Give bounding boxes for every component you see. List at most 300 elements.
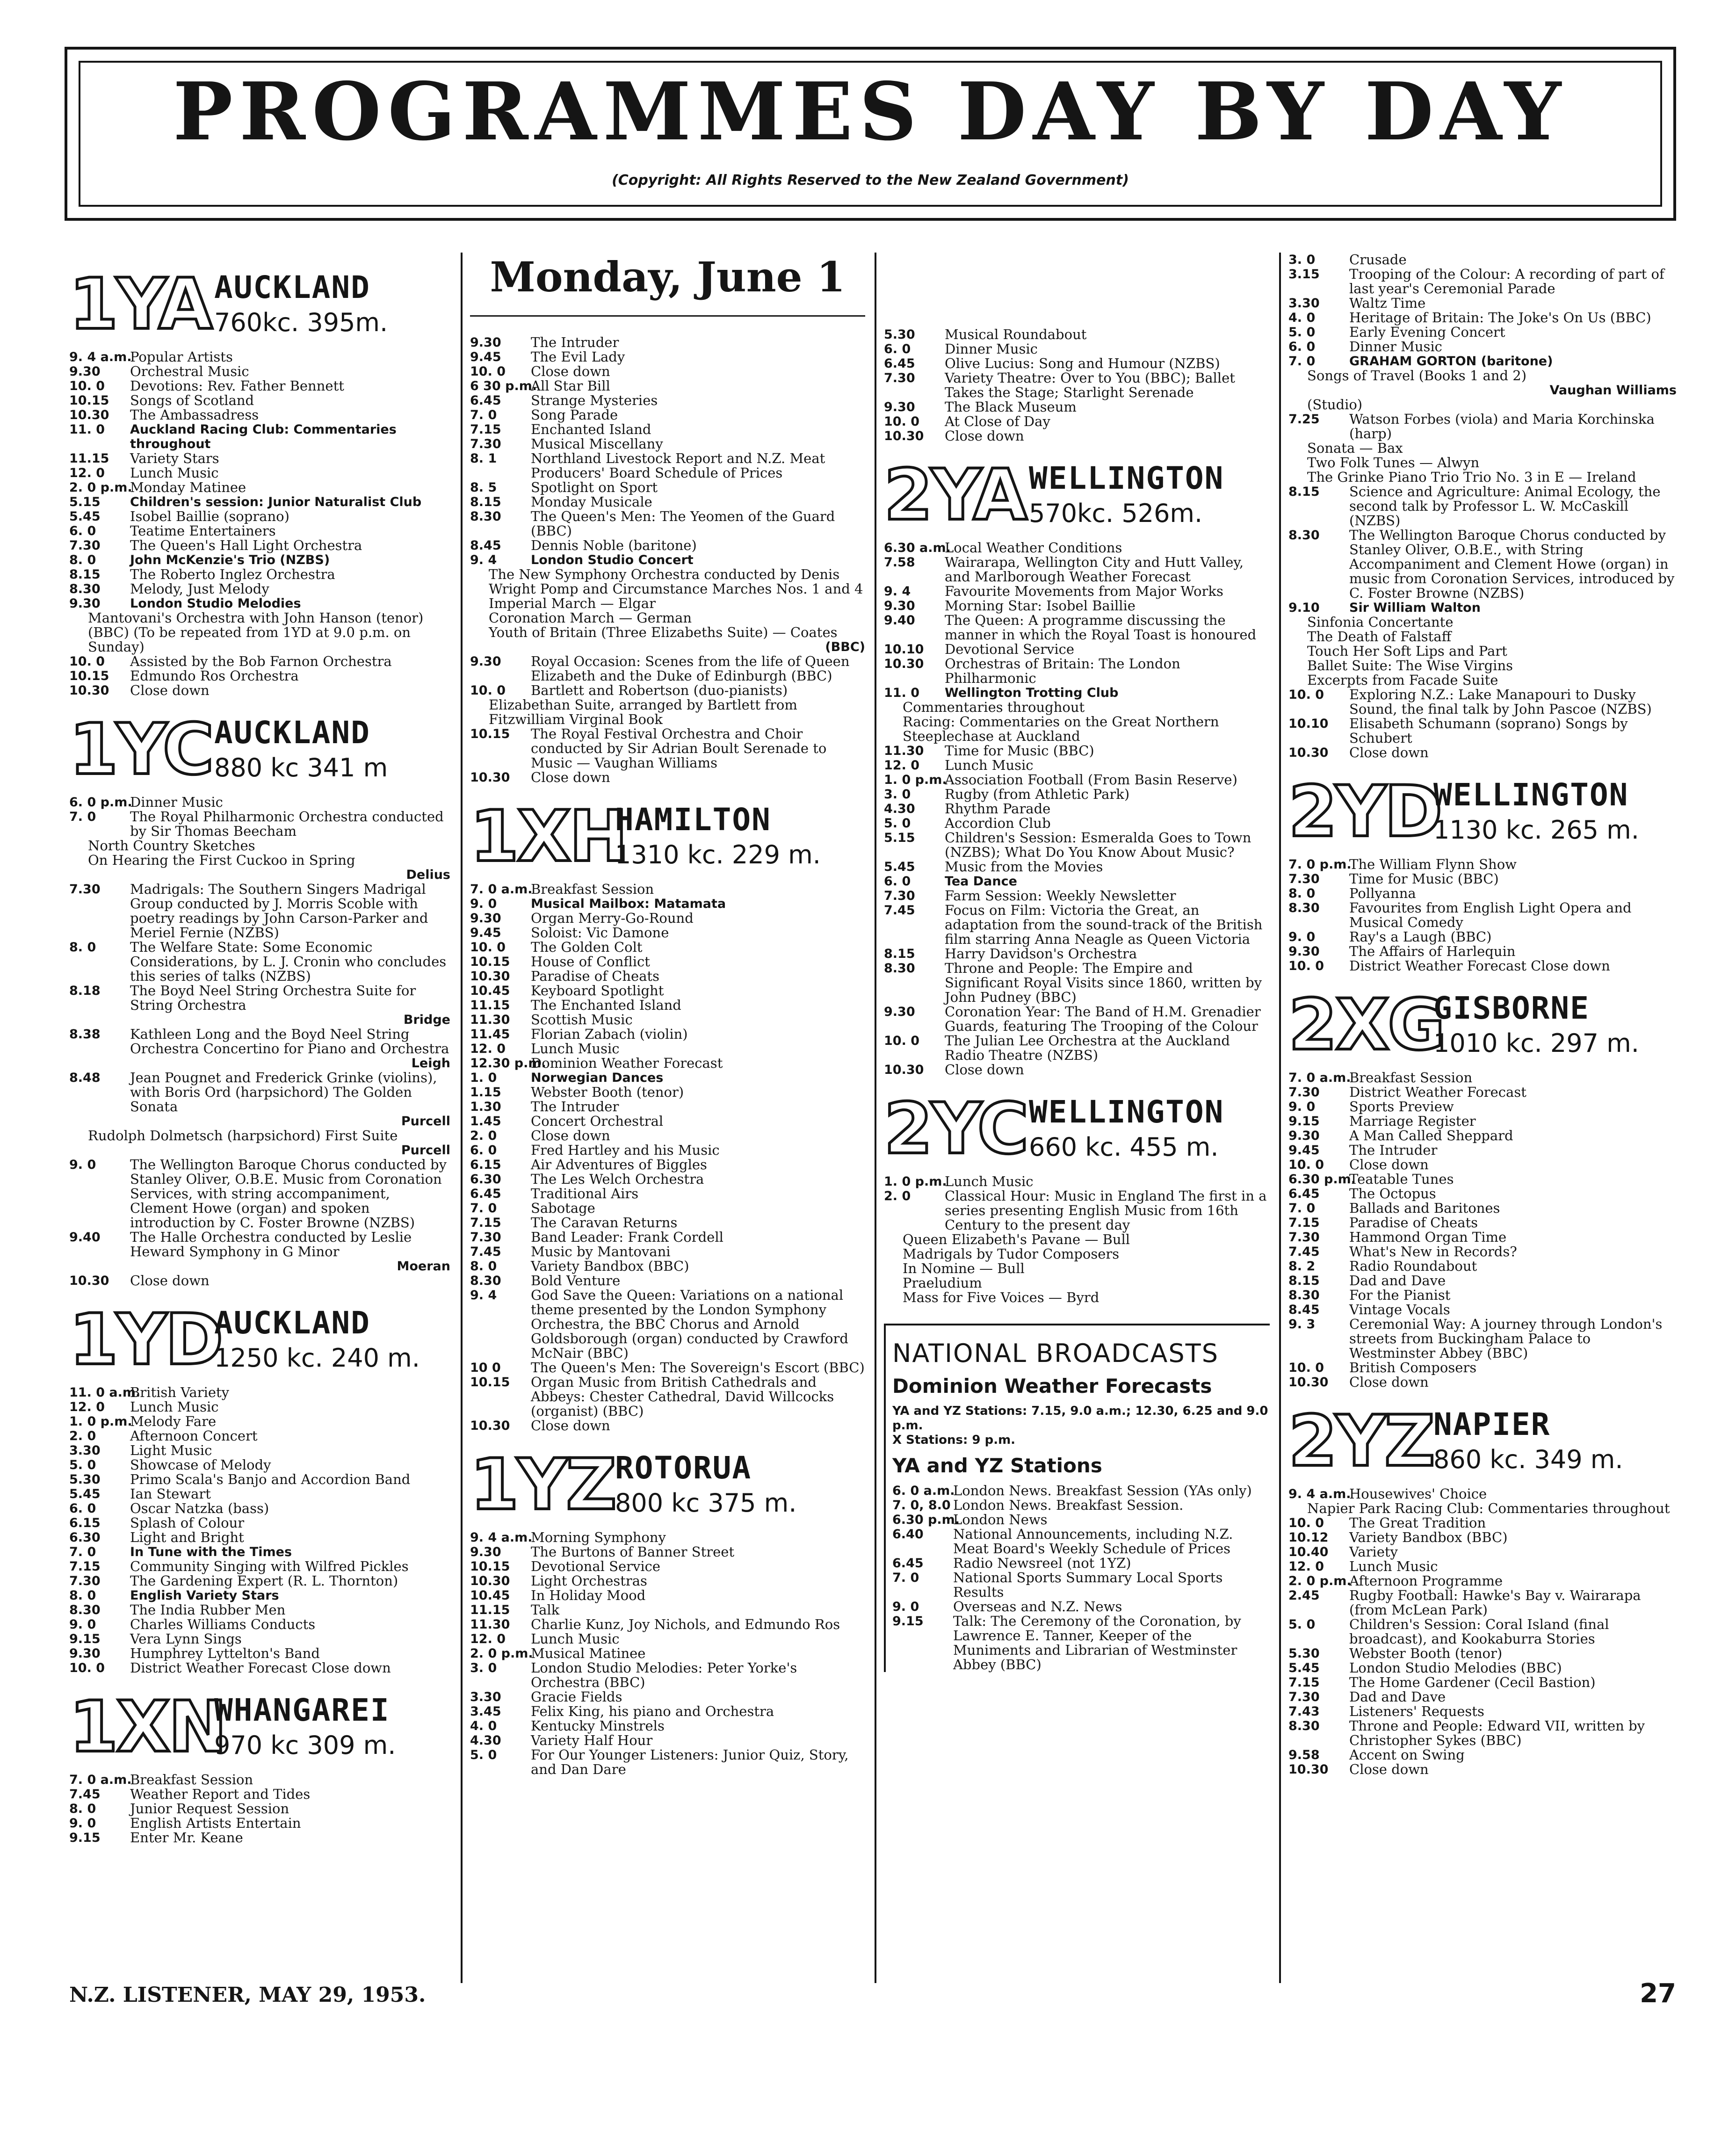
programme-time: 10.30 (470, 1419, 510, 1433)
day-heading: Monday, June 1 (470, 253, 865, 317)
programme-item (69, 1661, 450, 1675)
programme-title: The Affairs of Harlequin (1349, 943, 1516, 959)
programme-title: Accordion Club (945, 815, 1051, 831)
programme-item (1288, 930, 1677, 944)
programme-time: 10. 0 (1288, 1158, 1324, 1172)
programme-item (69, 1443, 450, 1458)
programme-title: Community Singing with Wilfred Pickles (130, 1558, 409, 1574)
page-number: 27 (1640, 1978, 1676, 2009)
programme-item (69, 364, 450, 379)
programme-item (69, 422, 450, 451)
programme-time: 8. 0 (69, 553, 96, 567)
programme-title: Farm Session: Weekly Newsletter (945, 888, 1176, 904)
programme-item (470, 1100, 865, 1114)
programme-time: 7.15 (470, 422, 501, 437)
programme-note: Youth of Britain (Three Elizabeths Suite) — Coates (489, 624, 838, 640)
programme-item (470, 1646, 865, 1661)
programme-time: 7. 0 (470, 408, 497, 422)
programme-time: 10. 0 (470, 364, 506, 379)
programme-title: District Weather Forecast Close down (130, 1660, 391, 1676)
programme-time: 10.30 (1288, 746, 1329, 760)
programme-time: 7.15 (69, 1559, 101, 1574)
programme-title: Enchanted Island (531, 421, 651, 437)
programme-title: Songs of Scotland (130, 392, 254, 408)
programme-item (470, 897, 865, 911)
programme-time: 3.30 (69, 1443, 101, 1458)
programme-time: 10.30 (884, 1063, 924, 1077)
programme-item (69, 1158, 450, 1230)
programme-item (69, 1603, 450, 1617)
programme-title: Lunch Music (945, 1173, 1034, 1189)
station-header (470, 797, 865, 876)
programme-title: Housewives' Choice (1349, 1486, 1487, 1502)
programme-time: 7.30 (1288, 872, 1320, 886)
programme-time: 2. 0 p.m. (1288, 1574, 1352, 1588)
programme-time: 9. 3 (1288, 1317, 1316, 1332)
programme-item (892, 1600, 1270, 1614)
programme-title: Florian Zabach (violin) (531, 1026, 688, 1042)
programme-item (470, 1375, 865, 1419)
programme-title: Throne and People: Edward VII, written by Christopher Sykes (BBC) (1349, 1718, 1645, 1748)
column-3-list (884, 327, 1270, 1305)
programme-item (884, 555, 1270, 584)
programme-title: English Variety Stars (130, 1588, 279, 1603)
programme-title: A Man Called Sheppard (1349, 1128, 1513, 1144)
station-logo: 2YD (1288, 771, 1441, 853)
programme-item (69, 1501, 450, 1516)
programme-time: 6.15 (69, 1516, 101, 1530)
station-header (69, 710, 450, 789)
programme-item (470, 1027, 865, 1042)
programme-time: 2. 0 (470, 1129, 497, 1143)
programme-title: London Studio Melodies: Peter Yorke's Orchestra (BBC) (531, 1660, 797, 1690)
programme-item (884, 758, 1270, 773)
programme-title: The Queen: A programme discussing the manner in which the Royal Toast is honoured (945, 612, 1257, 643)
programme-title: Early Evening Concert (1349, 324, 1505, 340)
programme-item (69, 1831, 450, 1845)
programme-time: 9.30 (884, 1005, 915, 1019)
programme-time: 1. 0 p.m. (69, 1414, 132, 1429)
programme-title: Heritage of Britain: The Joke's On Us (BBC) (1349, 310, 1651, 326)
column-2 (470, 253, 865, 1777)
programme-time: 9.58 (1288, 1748, 1320, 1762)
programme-title: Royal Occasion: Scenes from the life of Queen Elizabeth and the Duke of Edinburgh (BBC) (531, 653, 850, 684)
national-broadcasts-box (884, 1324, 1270, 1672)
programme-title: What's New in Records? (1349, 1244, 1517, 1260)
programme-item (69, 1617, 450, 1632)
programme-time: 12.30 p.m. (470, 1056, 546, 1071)
programme-time: 10.15 (470, 955, 510, 969)
programme-title: Orchestral Music (130, 363, 249, 379)
programme-item (470, 1288, 865, 1361)
programme-item (884, 816, 1270, 831)
programme-title: The Golden Colt (531, 939, 643, 955)
programme-item (1288, 1100, 1677, 1114)
programme-title: Close down (1349, 1157, 1429, 1173)
programme-item (1288, 1259, 1677, 1274)
programme-title: At Close of Day (945, 413, 1050, 429)
programme-time: 5.45 (884, 860, 915, 874)
programme-time: 10.45 (470, 1588, 510, 1603)
programme-time: 7.43 (1288, 1704, 1320, 1719)
programme-item (470, 1588, 865, 1603)
programme-item (1288, 340, 1677, 354)
programme-item (1288, 1530, 1677, 1545)
programme-title: Classical Hour: Music in England The first in a series presenting English Music from 16th Century to the present day (945, 1188, 1267, 1233)
programme-time: 8.30 (69, 1603, 101, 1617)
programme-time: 3.45 (470, 1704, 501, 1719)
programme-title: The Home Gardener (Cecil Bastion) (1349, 1674, 1596, 1690)
programme-time: 9.30 (1288, 1129, 1320, 1143)
programme-time: 11.30 (470, 1013, 510, 1027)
programme-title: Isobel Baillie (soprano) (130, 508, 289, 524)
programme-item (1288, 296, 1677, 311)
programme-time: 9. 0 (69, 1816, 96, 1831)
programme-item (1288, 1361, 1677, 1375)
programme-title: The Enchanted Island (531, 997, 681, 1013)
programme-credit: Moeran (397, 1259, 450, 1274)
programme-title: Madrigals: The Southern Singers Madrigal Group conducted by J. Morris Scoble with poetry readings by John Carson-Parker and Meriel Fernie (NZBS) (130, 881, 428, 941)
programme-item (470, 1245, 865, 1259)
programme-title: Sports Preview (1349, 1099, 1454, 1115)
programme-item (1288, 485, 1677, 528)
programme-item (1288, 746, 1677, 760)
programme-item (892, 1527, 1270, 1556)
programme-title: Throne and People: The Empire and Significant Royal Visits since 1860, written by John Pudney (BBC) (945, 960, 1262, 1005)
programme-time: 7.15 (470, 1216, 501, 1230)
programme-item (470, 1603, 865, 1617)
weather-line: X Stations: 9 p.m. (892, 1433, 1016, 1447)
programme-time: 7.30 (1288, 1085, 1320, 1100)
programme-item (892, 1498, 1270, 1513)
programme-item (470, 1201, 865, 1216)
programme-title: The Welfare State: Some Economic Considerations, by L. J. Cronin who concludes this series of talks (NZBS) (130, 939, 447, 984)
programme-time: 10.30 (69, 683, 109, 698)
programme-title: Time for Music (BBC) (1349, 871, 1499, 887)
programme-item (1288, 1545, 1677, 1559)
programme-item (69, 1816, 450, 1831)
programme-time: 8. 0 (1288, 886, 1316, 901)
programme-credit: Vaughan Williams (1549, 383, 1677, 398)
programme-title: In Holiday Mood (531, 1587, 646, 1603)
programme-time: 8.15 (470, 495, 501, 509)
programme-time: 8.30 (884, 961, 915, 976)
programme-item (69, 795, 450, 810)
programme-time: 5. 0 (1288, 1617, 1316, 1632)
programme-item (470, 926, 865, 940)
programme-time: 10.30 (69, 408, 109, 422)
programme-time: 10. 0 (1288, 1516, 1324, 1530)
programme-title: Monday Matinee (130, 479, 246, 495)
programme-item (69, 683, 450, 698)
programme-title: Teatable Tunes (1349, 1171, 1454, 1187)
station-header (884, 456, 1270, 535)
programme-item (69, 451, 450, 466)
programme-item (69, 1414, 450, 1429)
programme-item (470, 998, 865, 1013)
station-logo: 1YA (69, 264, 211, 345)
programme-time: 9. 0 (69, 1158, 96, 1172)
programme-time: 10 0 (470, 1361, 501, 1375)
programme-time: 11.45 (470, 1027, 510, 1042)
programme-item (470, 770, 865, 785)
station-frequency: 1310 kc. 229 m. (615, 840, 821, 869)
programme-title: Afternoon Programme (1349, 1573, 1503, 1589)
programme-time: 4.30 (884, 802, 915, 816)
programme-title: Scottish Music (531, 1012, 633, 1028)
programme-item (884, 1189, 1270, 1232)
programme-time: 10.30 (1288, 1375, 1329, 1390)
programme-time: 1.15 (470, 1085, 501, 1100)
programme-time: 10.10 (884, 642, 924, 657)
programme-title: Variety Stars (130, 450, 219, 466)
programme-time: 11.30 (470, 1617, 510, 1632)
programme-item (884, 1063, 1270, 1077)
programme-title: Tea Dance (945, 874, 1017, 889)
programme-item (470, 1042, 865, 1056)
programme-item (69, 1632, 450, 1646)
programme-title: Radio Roundabout (1349, 1258, 1477, 1274)
programme-time: 7.15 (1288, 1675, 1320, 1690)
programme-title: Morning Symphony (531, 1529, 666, 1545)
programme-title: The Julian Lee Orchestra at the Auckland Radio Theatre (NZBS) (945, 1033, 1230, 1063)
programme-time: 8.30 (1288, 1288, 1320, 1303)
programme-title: National Announcements, including N.Z. Meat Board's Weekly Schedule of Prices (953, 1526, 1233, 1557)
programme-item (470, 727, 865, 770)
programme-time: 6. 0 (1288, 340, 1316, 354)
programme-time: 4.30 (470, 1733, 501, 1748)
station-logo: 2XG (1288, 985, 1444, 1066)
programme-item (1288, 688, 1677, 717)
programme-title: Kentucky Minstrels (531, 1718, 665, 1734)
national-items-list (892, 1484, 1270, 1672)
programme-title: Devotions: Rev. Father Bennett (130, 378, 344, 394)
programme-title: Morning Star: Isobel Baillie (945, 598, 1136, 614)
programme-time: 10. 0 (69, 654, 105, 669)
programme-item (470, 1661, 865, 1690)
programme-item (1288, 1201, 1677, 1216)
programme-item (470, 1719, 865, 1733)
programme-note: Touch Her Soft Lips and Part (1307, 643, 1507, 659)
programme-item (892, 1513, 1270, 1527)
programme-title: Bartlett and Robertson (duo-pianists) (531, 682, 788, 698)
programme-time: 2. 0 p.m. (69, 480, 132, 495)
programme-item (884, 613, 1270, 642)
programme-time: 10.30 (884, 657, 924, 671)
programme-title: Bold Venture (531, 1273, 621, 1289)
programme-title: Close down (1349, 1374, 1429, 1390)
station-name: WELLINGTON (1029, 1094, 1224, 1130)
programme-title: The Queen's Men: The Sovereign's Escort (BBC) (531, 1360, 865, 1376)
programme-title: Spotlight on Sport (531, 479, 658, 495)
programme-item (470, 1013, 865, 1027)
programme-time: 5.15 (884, 831, 915, 845)
station-logo: 1YD (69, 1299, 222, 1381)
programme-time: 9.15 (69, 1831, 101, 1845)
programme-title: Variety Half Hour (531, 1732, 653, 1748)
programme-title: Close down (531, 769, 610, 785)
programme-time: 7.45 (884, 903, 915, 918)
programme-title: Afternoon Concert (130, 1428, 258, 1444)
programme-item (884, 686, 1270, 700)
programme-title: For Our Younger Listeners: Junior Quiz, Story, and Dan Dare (531, 1747, 849, 1777)
programme-title: The Boyd Neel String Orchestra Suite for String Orchestra (130, 983, 416, 1013)
station-logo: 1XN (69, 1687, 225, 1768)
programme-title: Lunch Music (945, 757, 1034, 773)
programme-item (884, 947, 1270, 961)
programme-time: 9.30 (69, 1646, 101, 1661)
programme-title: Vera Lynn Sings (130, 1631, 242, 1647)
programme-item (470, 1704, 865, 1719)
programme-title: Fred Hartley and his Music (531, 1142, 720, 1158)
programme-title: Dennis Noble (baritone) (531, 537, 697, 553)
programme-item (470, 1632, 865, 1646)
programme-title: Felix King, his piano and Orchestra (531, 1703, 774, 1719)
programme-title: Dinner Music (945, 341, 1038, 357)
station-name: AUCKLAND (214, 715, 370, 751)
programme-title: The William Flynn Show (1349, 856, 1517, 872)
programme-title: Coronation Year: The Band of H.M. Grenadier Guards, featuring The Trooping of the Colour (945, 1004, 1261, 1034)
programme-time: 7.30 (884, 889, 915, 903)
programme-time: 10.45 (470, 984, 510, 998)
programme-time: 6.40 (892, 1527, 924, 1542)
programme-time: 12. 0 (1288, 1559, 1324, 1574)
programme-title: For the Pianist (1349, 1287, 1451, 1303)
programme-note: In Nomine — Bull (903, 1260, 1025, 1276)
programme-item (470, 1114, 865, 1129)
programme-time: 6.30 (470, 1172, 501, 1187)
station-logo: 2YC (884, 1088, 1027, 1170)
programme-title: Dad and Dave (1349, 1273, 1446, 1289)
programme-item (69, 1802, 450, 1816)
programme-time: 6. 0 a.m. (892, 1484, 955, 1498)
programme-title: Edmundo Ros Orchestra (130, 668, 299, 684)
programme-title: Music by Mantovani (531, 1244, 671, 1260)
programme-item (470, 1259, 865, 1274)
programme-time: 9.30 (884, 400, 915, 414)
programme-title: Musical Miscellany (531, 436, 663, 452)
programme-item (1288, 1172, 1677, 1187)
programme-title: Favourites from English Light Opera and Musical Comedy (1349, 900, 1632, 930)
programme-time: 9. 0 (470, 897, 497, 911)
programme-credit: Purcell (401, 1143, 450, 1158)
programme-title: Showcase of Melody (130, 1457, 271, 1473)
programme-item (470, 1158, 865, 1172)
programme-title: Dad and Dave (1349, 1689, 1446, 1705)
programme-title: Light and Bright (130, 1529, 244, 1545)
programme-title: Wairarapa, Wellington City and Hutt Valley, and Marlborough Weather Forecast (945, 554, 1244, 585)
publication-footer: N.Z. LISTENER, MAY 29, 1953. (69, 1983, 426, 2007)
programme-time: 9.10 (1288, 601, 1320, 615)
programme-item (470, 1085, 865, 1100)
station-frequency: 800 kc 375 m. (615, 1488, 797, 1518)
programme-time: 12. 0 (470, 1632, 506, 1646)
programme-time: 8.15 (69, 567, 101, 582)
programme-time: 10.40 (1288, 1545, 1329, 1559)
programme-title: Devotional Service (531, 1558, 661, 1574)
programme-title: Harry Davidson's Orchestra (945, 946, 1137, 962)
programme-time: 8.15 (884, 947, 915, 961)
programme-title: Local Weather Conditions (945, 540, 1122, 556)
programme-item (470, 335, 865, 350)
programme-item (1288, 1487, 1677, 1501)
programme-title: Orchestras of Britain: The London Philharmonic (945, 656, 1180, 686)
programme-time: 7. 0 a.m. (69, 1773, 132, 1787)
station-frequency: 660 kc. 455 m. (1029, 1132, 1219, 1162)
programme-title: Ceremonial Way: A journey through London's streets from Buckingham Palace to Westminster Abbey (BBC) (1349, 1316, 1663, 1361)
programme-item (69, 882, 450, 940)
programme-time: 7. 0 (69, 810, 96, 824)
programme-item (884, 429, 1270, 443)
station-header (884, 1089, 1270, 1169)
programme-item (470, 984, 865, 998)
station-name: WELLINGTON (1433, 777, 1629, 813)
programme-time: 9.15 (69, 1632, 101, 1646)
page-title: PROGRAMMES DAY BY DAY (173, 65, 1568, 159)
programme-credit: Delius (406, 868, 450, 882)
national-broadcasts-title: NATIONAL BROADCASTS (892, 1339, 1219, 1368)
programme-note: Songs of Travel (Books 1 and 2) (1307, 368, 1527, 384)
programme-time: 9. 0 (1288, 930, 1316, 944)
programme-item (69, 538, 450, 553)
station-frequency: 570kc. 526m. (1029, 499, 1203, 528)
programme-time: 5.30 (69, 1472, 101, 1487)
programme-item (884, 342, 1270, 356)
programme-title: Charlie Kunz, Joy Nichols, and Edmundo Ros (531, 1616, 840, 1632)
programme-time: 10.30 (1288, 1762, 1329, 1777)
programme-title: The Black Museum (945, 399, 1077, 415)
programme-title: Song Parade (531, 407, 618, 423)
programme-time: 7. 0 (69, 1545, 96, 1559)
programme-title: Webster Booth (tenor) (1349, 1645, 1503, 1661)
programme-item (1288, 1187, 1677, 1201)
programme-title: House of Conflict (531, 954, 650, 970)
programme-item (1288, 267, 1677, 296)
programme-title: Musical Mailbox: Matamata (531, 897, 726, 911)
programme-time: 3. 0 (884, 787, 911, 802)
programme-item (470, 1733, 865, 1748)
programme-title: Crusade (1349, 252, 1407, 268)
programme-time: 9.40 (884, 613, 915, 628)
programme-time: 6.30 p.m. (1288, 1172, 1356, 1187)
programme-title: Monday Musicale (531, 494, 652, 510)
programme-item (884, 831, 1270, 860)
programme-time: 2. 0 (884, 1189, 911, 1203)
programme-time: 5.45 (69, 1487, 101, 1501)
programme-time: 10. 0 (69, 379, 105, 393)
programme-time: 10.15 (470, 727, 510, 741)
programme-note: Praeludium (903, 1275, 982, 1291)
programme-time: 3.30 (470, 1690, 501, 1704)
programme-item (69, 582, 450, 596)
programme-title: Variety Theatre: Over to You (BBC); Ballet Takes the Stage; Starlight Serenade (945, 370, 1235, 400)
programme-title: Oscar Natzka (bass) (130, 1500, 269, 1516)
programme-title: Paradise of Cheats (1349, 1215, 1478, 1231)
programme-title: Close down (130, 682, 210, 698)
programme-time: 8. 0 (69, 1802, 96, 1816)
programme-time: 5.45 (69, 509, 101, 524)
programme-item (470, 408, 865, 422)
programme-title: Variety Bandbox (BBC) (531, 1258, 689, 1274)
programme-item (69, 393, 450, 408)
programme-item (470, 1748, 865, 1777)
station-name: WHANGAREI (214, 1692, 390, 1728)
programme-title: Teatime Entertainers (130, 523, 276, 539)
programme-item (1288, 1661, 1677, 1675)
programme-item (69, 350, 450, 364)
station-frequency: 1010 kc. 297 m. (1433, 1028, 1639, 1058)
programme-time: 6.45 (884, 356, 915, 371)
